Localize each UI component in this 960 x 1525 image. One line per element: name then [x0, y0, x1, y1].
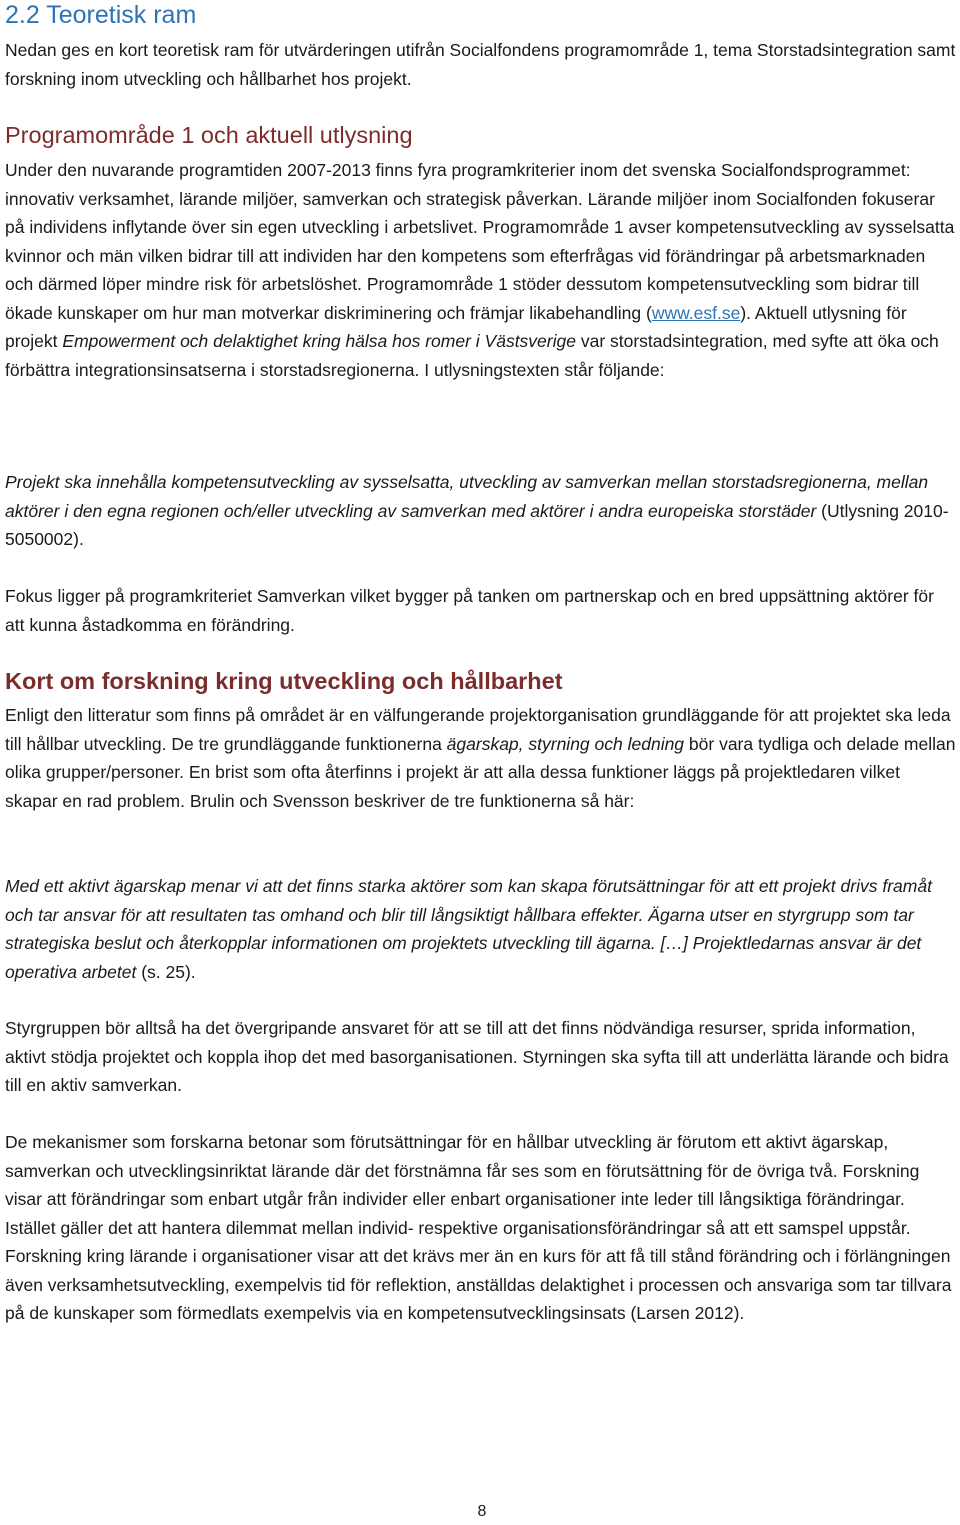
paragraph-styrgrupp: Styrgruppen bör alltså ha det övergripande ansvaret för att se till att det finns nödvändiga resurser, sprida information, aktivt stödja projektet och koppla ihop det med basorganisationen. Styrningen ska syfta till att underlätta lärande och bidra till en aktiv samverkan.: [5, 1018, 949, 1095]
subheading-programomrade: Programområde 1 och aktuell utlysning: [5, 122, 413, 148]
quote-brulin-svensson: [5, 872, 957, 986]
paragraph-forskning: [5, 701, 957, 815]
esf-link[interactable]: www.esf.se: [651, 302, 741, 323]
paragraph-mekanismer: De mekanismer som forskarna betonar som förutsättningar för en hållbar utveckling är förutom ett aktivt ägarskap, samverkan och utvecklingsinriktat lärande där det förstnämna får ses som en förutsättning för de övriga två. Forskning visar att förändringar som enbart utgår från individer eller enbart organisationer inte leder till långsiktiga förändringar. Istället gäller det att hantera dilemmat mellan individ- respektive organisationsförändringar så att ett samspel uppstår. Forskning kring lärande i organisationer visar att det krävs mer än en kurs för att få till stånd förändring och i förlängningen även verksamhetsutveckling, exempelvis tid för reflektion, anställdas delaktighet i processen och ansvariga som tar tillvara på de kunskaper som förmedlats exempelvis via en kompetensutvecklingsinsats (Larsen 2012).: [5, 1132, 952, 1323]
paragraph-fokus: Fokus ligger på programkriteriet Samverkan vilket bygger på tanken om partnerskap och en bred uppsättning aktörer för att kunna åstadkomma en förändring.: [5, 586, 934, 635]
intro-paragraph: Nedan ges en kort teoretisk ram för utvärderingen utifrån Socialfondens programområde 1, tema Storstadsintegration samt forskning inom utveckling och hållbarhet hos projekt.: [5, 40, 956, 89]
section-heading: 2.2 Teoretisk ram: [5, 1, 197, 29]
paragraph-text: Enligt den litteratur som finns på området är en välfungerande projektorganisation grundläggande för att projektet ska leda till hållbar utveckling. De tre grundläggande funktionerna: [5, 705, 951, 754]
paragraph-text: bör vara tydliga och delade mellan olika grupper/personer. En brist som ofta återfinns i projekt är att alla dessa funktioner läggs på projektledaren vilket skapar en rad problem. Brulin och Svensson beskriver de tre funktionerna så här:: [5, 733, 956, 811]
quote-reference: (Utlysning 2010-5050002).: [5, 500, 949, 549]
functions-text: ägarskap, styrning och ledning: [446, 733, 685, 754]
paragraph-text: Under den nuvarande programtiden 2007-2013 finns fyra programkriterier inom det svenska Socialfondsprogrammet: innovativ verksamhet, lärande miljöer, samverkan och strategisk påverkan. Lärande miljöer inom Socialfonden fokuserar på individens inflytande över sin egen utveckling i arbetslivet. Programområde 1 avser kompetensutveckling av sysselsatta kvinnor och män vilken bidrar till att individen har den kompetens som efterfrågas vid förändringar på arbetsmarknaden och därmed löper mindre risk för arbetslöshet. Programområde 1 stöder dessutom kompetensutveckling som bidrar till ökade kunskaper om hur man motverkar diskriminering och främjar likabehandling (: [5, 160, 955, 323]
paragraph-text: ). Aktuell utlysning för projekt: [5, 302, 907, 351]
project-title: Empowerment och delaktighet kring hälsa hos romer i Västsverige: [62, 331, 576, 351]
quote-reference: (s. 25).: [136, 961, 196, 982]
quote-text: Projekt ska innehålla kompetensutveckling av sysselsatta, utveckling av samverkan mellan storstadsregionerna, mellan aktörer i den egna regionen och/eller utveckling av samverkan med aktörer i andra europeiska storstäder: [5, 472, 929, 521]
quote-text: Med ett aktivt ägarskap menar vi att det finns starka aktörer som kan skapa förutsättningar för att ett projekt drivs framåt och tar ansvar för att resultaten tas omhand och blir till långsiktigt hållbara effekter. Ägarna utser en styrgrupp som tar strategiska beslut och återkopplar informationen om projektets utveckling till ägarna. […] Projektledarnas ansvar är det operativa arbetet: [5, 876, 932, 982]
subheading-forskning: Kort om forskning kring utveckling och hållbarhet: [5, 668, 563, 694]
quote-utlysning: [5, 468, 957, 554]
page-number: 8: [477, 1503, 487, 1520]
paragraph-programomrade: [5, 156, 957, 384]
paragraph-text: var storstadsintegration, med syfte att öka och förbättra integrationsinsatserna i storstadsregionerna. I utlysningstexten står följande:: [5, 331, 939, 380]
